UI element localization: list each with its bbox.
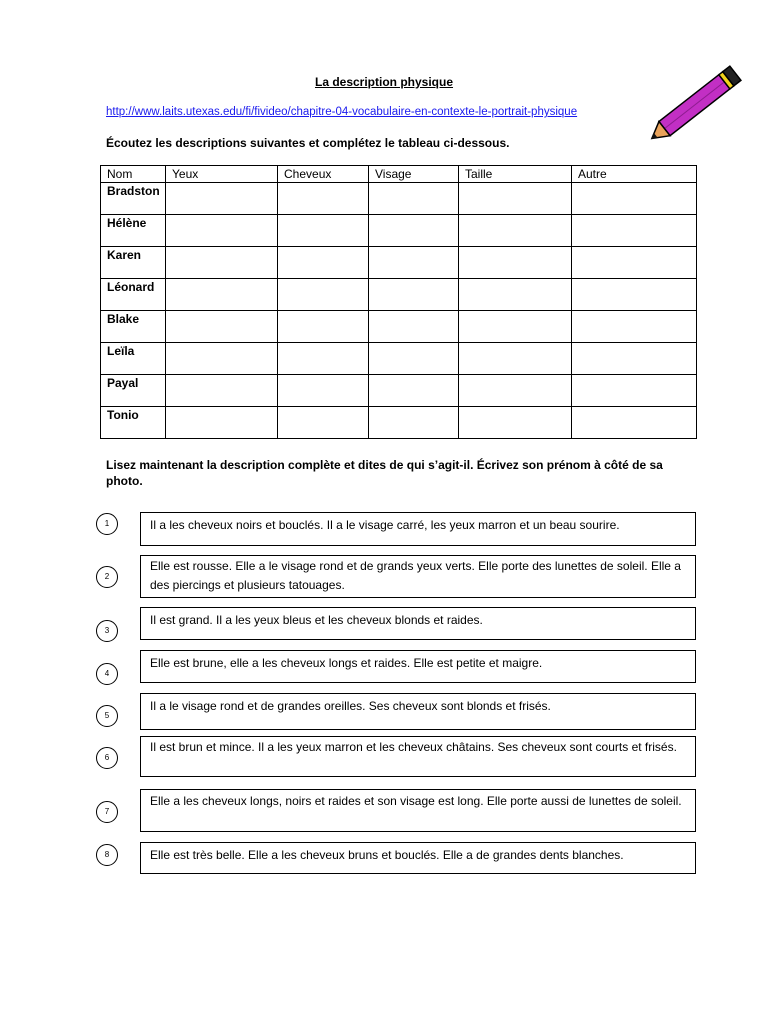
item-number-badge: 8: [96, 844, 118, 866]
table-row: [101, 247, 697, 279]
row-name: Tonio: [101, 407, 166, 439]
description-box: Il a les cheveux noirs et bouclés. Il a le visage carré, les yeux marron et un beau sourire.: [140, 512, 696, 546]
description-box: Elle est très belle. Elle a les cheveux bruns et bouclés. Elle a de grandes dents blanches.: [140, 842, 696, 874]
item-number-badge: 2: [96, 566, 118, 588]
cell-visage[interactable]: [369, 183, 459, 215]
row-name: Payal: [101, 375, 166, 407]
description-box: Il a le visage rond et de grandes oreilles. Ses cheveux sont blonds et frisés.: [140, 693, 696, 730]
cell-taille[interactable]: [459, 183, 572, 215]
cell-visage[interactable]: [369, 247, 459, 279]
cell-taille[interactable]: [459, 343, 572, 375]
cell-taille[interactable]: [459, 375, 572, 407]
page-title: La description physique: [314, 75, 454, 89]
header-visage: Visage: [369, 166, 459, 183]
description-box: Elle est rousse. Elle a le visage rond et de grands yeux verts. Elle porte des lunettes de soleil. Elle a des piercings et plusieurs tatouages.: [140, 555, 696, 598]
instruction-listen: Écoutez les descriptions suivantes et complétez le tableau ci-dessous.: [106, 136, 510, 150]
cell-taille[interactable]: [459, 215, 572, 247]
cell-cheveux[interactable]: [278, 183, 369, 215]
table-row: [101, 183, 697, 215]
description-box: Il est brun et mince. Il a les yeux marron et les cheveux châtains. Ses cheveux sont courts et frisés.: [140, 736, 696, 777]
cell-cheveux[interactable]: [278, 247, 369, 279]
cell-yeux[interactable]: [166, 247, 278, 279]
table-row: [101, 279, 697, 311]
table-row: [101, 375, 697, 407]
header-nom: Nom: [101, 166, 166, 183]
header-yeux: Yeux: [166, 166, 278, 183]
table-row: [101, 343, 697, 375]
table-row: [101, 407, 697, 439]
cell-autre[interactable]: [572, 183, 697, 215]
cell-cheveux[interactable]: [278, 375, 369, 407]
cell-yeux[interactable]: [166, 183, 278, 215]
table-row: [101, 215, 697, 247]
header-autre: Autre: [572, 166, 697, 183]
cell-taille[interactable]: [459, 311, 572, 343]
cell-yeux[interactable]: [166, 375, 278, 407]
cell-autre[interactable]: [572, 247, 697, 279]
item-number-badge: 7: [96, 801, 118, 823]
cell-taille[interactable]: [459, 247, 572, 279]
cell-autre[interactable]: [572, 375, 697, 407]
item-number-badge: 5: [96, 705, 118, 727]
cell-autre[interactable]: [572, 215, 697, 247]
cell-visage[interactable]: [369, 215, 459, 247]
cell-cheveux[interactable]: [278, 215, 369, 247]
header-taille: Taille: [459, 166, 572, 183]
instruction-read: Lisez maintenant la description complète et dites de qui s’agit-il. Écrivez son prénom à côté de sa photo.: [106, 458, 663, 488]
cell-autre[interactable]: [572, 343, 697, 375]
cell-autre[interactable]: [572, 279, 697, 311]
cell-visage[interactable]: [369, 279, 459, 311]
video-link[interactable]: http://www.laits.utexas.edu/fi/fivideo/chapitre-04-vocabulaire-en-contexte-le-portrait-physique: [106, 106, 578, 118]
cell-visage[interactable]: [369, 311, 459, 343]
cell-visage[interactable]: [369, 407, 459, 439]
cell-cheveux[interactable]: [278, 343, 369, 375]
cell-taille[interactable]: [459, 407, 572, 439]
pencil-icon: [640, 58, 752, 150]
row-name: Hélène: [101, 215, 166, 247]
row-name: Léonard: [101, 279, 166, 311]
item-number-badge: 3: [96, 620, 118, 642]
cell-autre[interactable]: [572, 407, 697, 439]
item-number-badge: 6: [96, 747, 118, 769]
table-header-row: [101, 166, 697, 183]
cell-cheveux[interactable]: [278, 279, 369, 311]
table-row: [101, 311, 697, 343]
cell-yeux[interactable]: [166, 215, 278, 247]
cell-visage[interactable]: [369, 375, 459, 407]
row-name: Karen: [101, 247, 166, 279]
row-name: Leïla: [101, 343, 166, 375]
row-name: Blake: [101, 311, 166, 343]
description-box: Elle a les cheveux longs, noirs et raides et son visage est long. Elle porte aussi de lunettes de soleil.: [140, 789, 696, 832]
description-table: [100, 165, 697, 439]
cell-cheveux[interactable]: [278, 407, 369, 439]
description-box: Il est grand. Il a les yeux bleus et les cheveux blonds et raides.: [140, 607, 696, 640]
cell-cheveux[interactable]: [278, 311, 369, 343]
description-box: Elle est brune, elle a les cheveux longs et raides. Elle est petite et maigre.: [140, 650, 696, 683]
cell-yeux[interactable]: [166, 407, 278, 439]
cell-yeux[interactable]: [166, 279, 278, 311]
row-name: Bradston: [101, 183, 166, 215]
item-number-badge: 4: [96, 663, 118, 685]
header-cheveux: Cheveux: [278, 166, 369, 183]
cell-visage[interactable]: [369, 343, 459, 375]
cell-autre[interactable]: [572, 311, 697, 343]
item-number-badge: 1: [96, 513, 118, 535]
cell-yeux[interactable]: [166, 311, 278, 343]
cell-yeux[interactable]: [166, 343, 278, 375]
cell-taille[interactable]: [459, 279, 572, 311]
